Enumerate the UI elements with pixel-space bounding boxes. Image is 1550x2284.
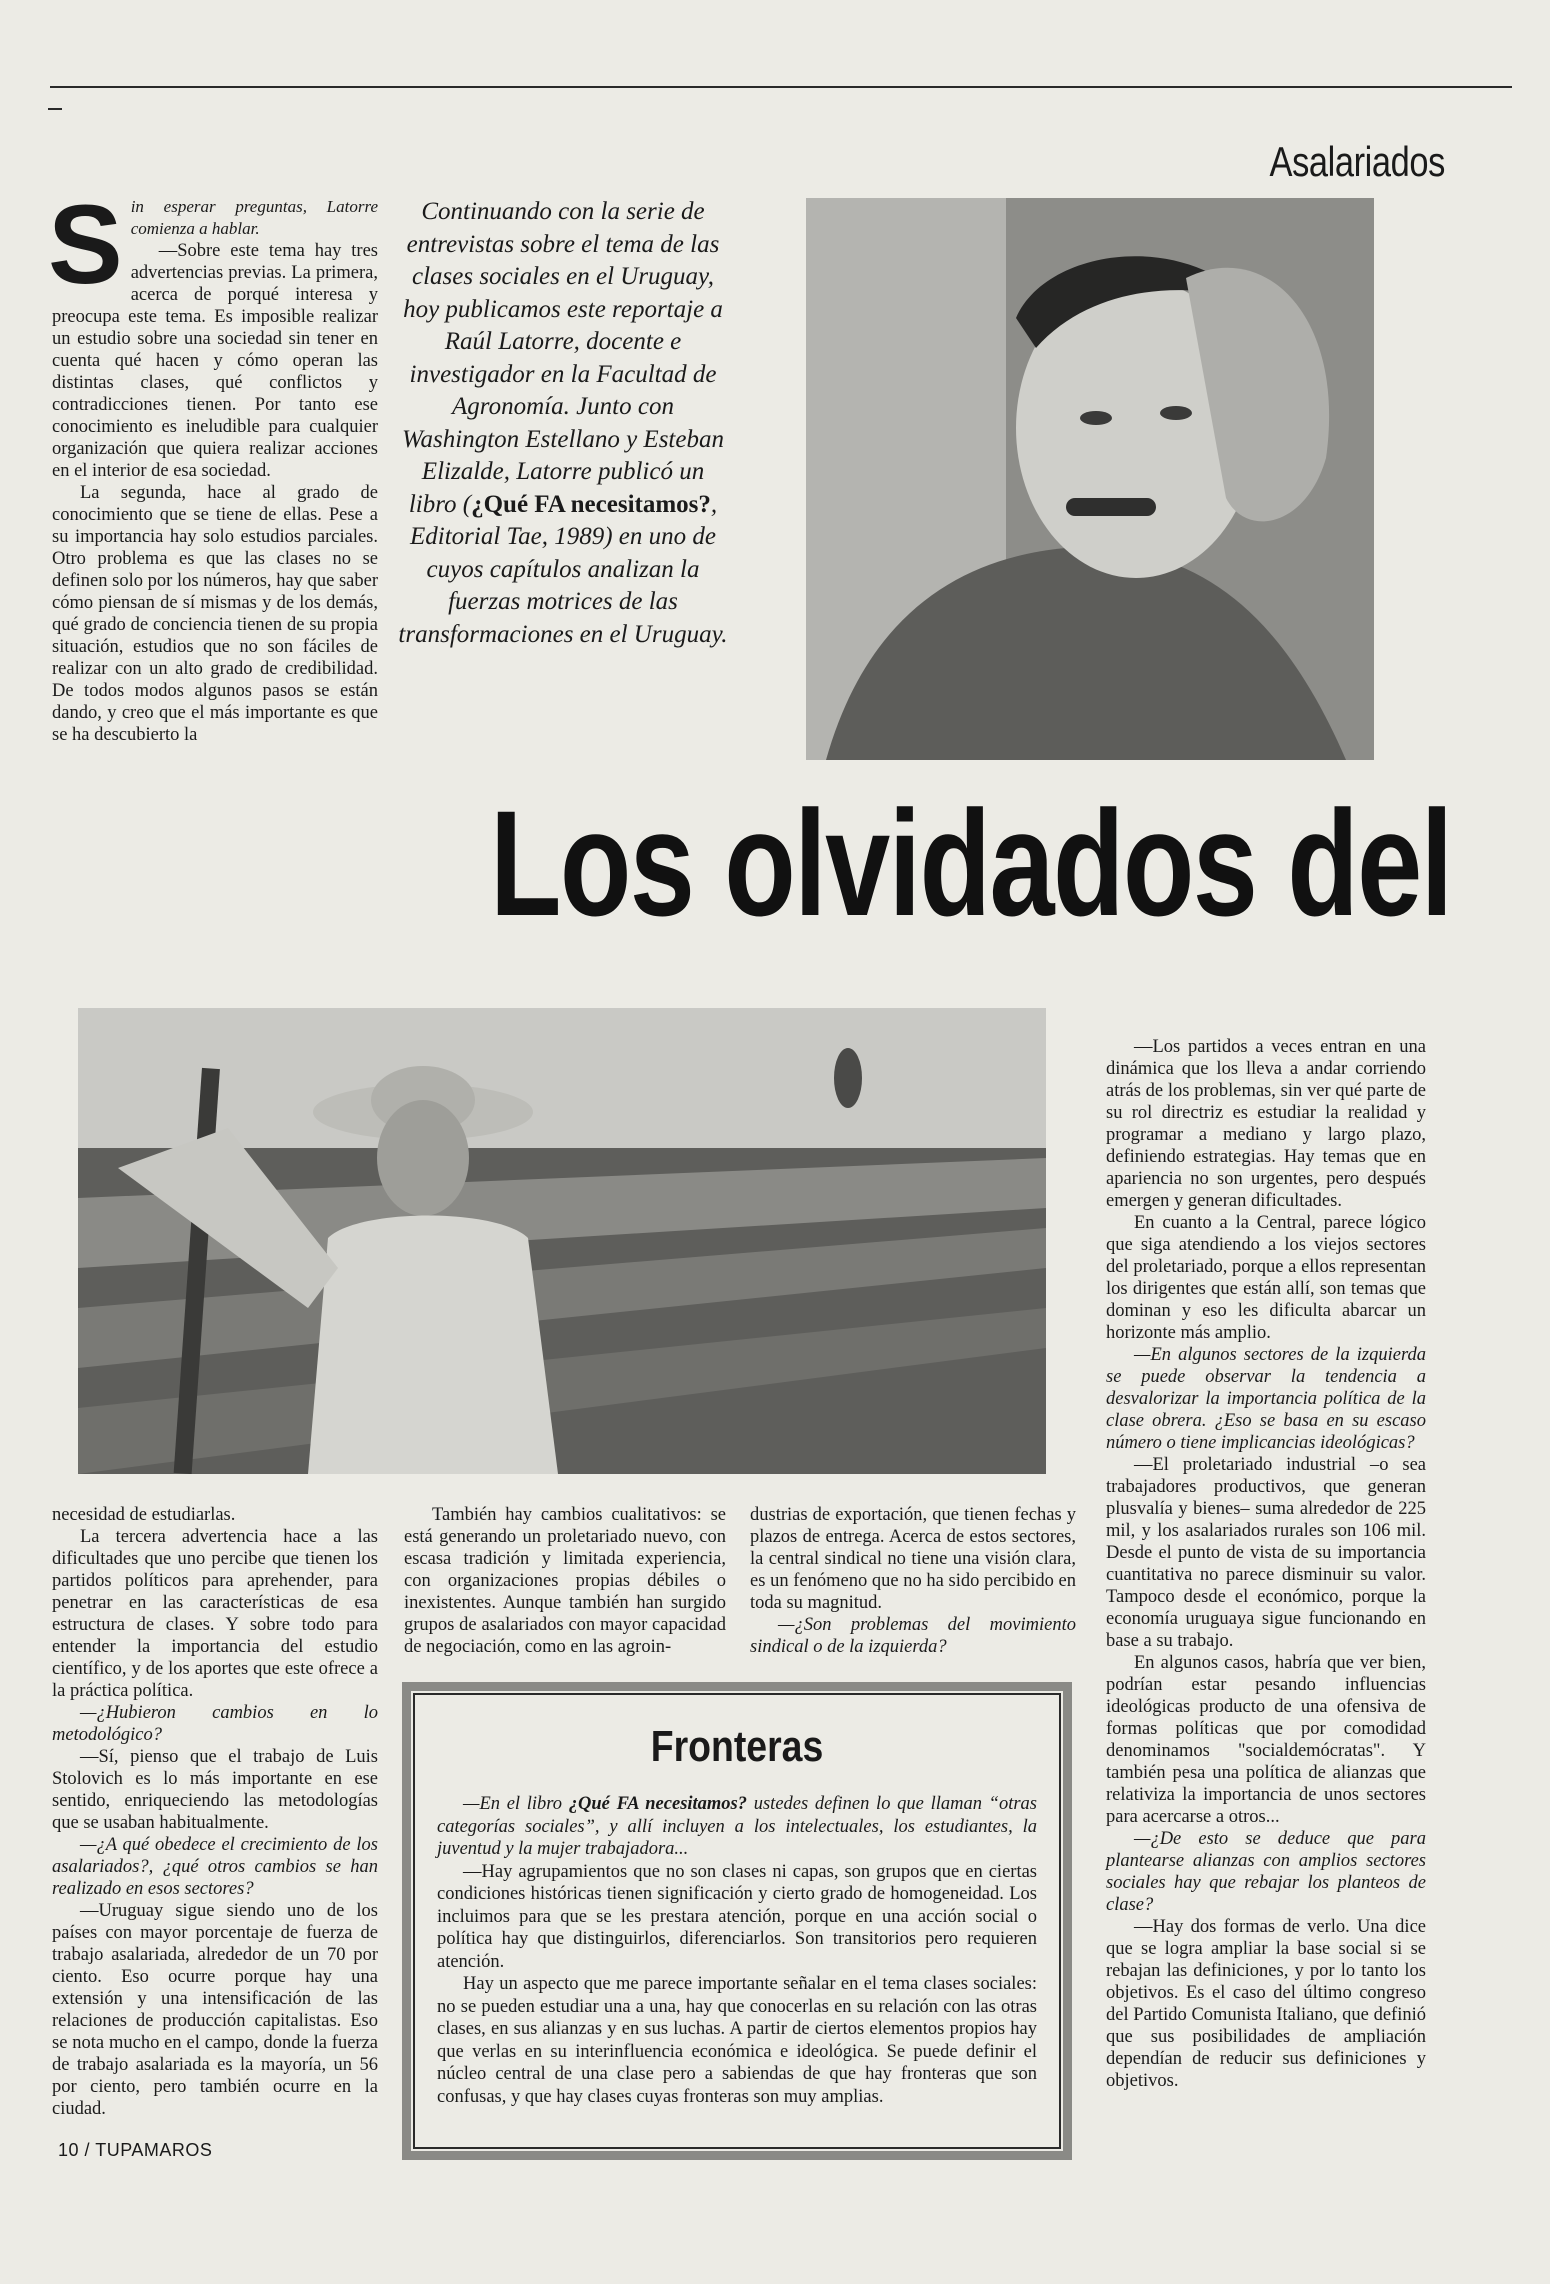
- column-4: [1106, 1036, 1426, 2092]
- paragraph: —Los partidos a veces entran en una dinámica que los lleva a andar corriendo atrás de los problemas, sin ver qué parte de su rol directriz es estudiar la realidad y programar a mediano y largo plazo, definiendo estrategias. Hay temas que en apariencia no son urgentes, pero después emergen y generan dificultades.: [1106, 1037, 1426, 1211]
- paragraph: En cuanto a la Central, parece lógico que siga atendiendo a los viejos sectores del proletariado, porque a ellos representan los dirigentes que están allí, son temas que dominan y eso les dificulta abarcar un horizonte más amplio.: [1106, 1213, 1426, 1343]
- paragraph: —Sí, pienso que el trabajo de Luis Stolovich es lo más importante en ese sentido, enriqueciendo las metodologías que se usaban habitualmente.: [52, 1747, 378, 1833]
- column-1-top: [48, 182, 378, 746]
- paragraph: En algunos casos, habría que ver bien, podrían estar pesando influencias ideológicas producto de una ofensiva de formas políticas que por comodidad denominamos "socialdemócratas". Y también pesa una política de alianzas que relativiza la importancia de unos sectores para acercarse a otros...: [1106, 1653, 1426, 1827]
- farm-worker-photo: [78, 1008, 1046, 1474]
- sidebar-question-end: ustedes definen lo que llaman “otras categorías sociales”, y allí incluyen a los intelectuales, los estudiantes, la juventud y la mujer trabajadora...: [437, 1794, 1038, 1859]
- column-3: [750, 1504, 1076, 1658]
- farm-photo-graphic: [78, 1008, 1046, 1474]
- paragraph: También hay cambios cualitativos: se está generando un proletariado nuevo, con escasa tradición y limitada experiencia, con organizaciones propias débiles o inexistentes. Aunque también han surgido grupos de asalariados con mayor capacidad de negociación, como en las agroin-: [404, 1505, 726, 1657]
- paragraph: —Hay dos formas de verlo. Una dice que se logra ampliar la base social si se rebajan las definiciones, y por lo tanto los objetivos. Es el caso del último congreso del Partido Comunista Italiano, que definió que sus posibilidades de ampliación dependían de reducir sus definiciones y objetivos.: [1106, 1917, 1426, 2091]
- sidebar-paragraph: —Hay agrupamientos que no son clases ni capas, son grupos que en ciertas condiciones históricas tienen significación y cierto grado de homogeneidad. Los incluimos para que se les prestara atención, porque en una acción social o política hay que distinguirlos, diferenciarlos. Son transitorios pero requieren atención.: [437, 1861, 1037, 1972]
- sidebar-text: [437, 1793, 1037, 2108]
- paragraph: —Sobre este tema hay tres advertencias previas. La primera, acerca de porqué interesa y preocupa este tema. Es imposible realizar un estudio sobre una sociedad sin tener en cuenta qué hacen y cómo operan las distintas clases, qué conflictos y contradicciones tienen. Por tanto ese conocimiento es ineludible para cualquier organización que quiera realizar acciones en el interior de esa sociedad.: [52, 241, 378, 481]
- sidebar-box: [402, 1682, 1072, 2160]
- sidebar-question: [437, 1793, 1037, 1861]
- question: —¿De esto se deduce que para plantearse alianzas con amplios sectores sociales hay que rebajar los planteos de clase?: [1106, 1829, 1426, 1915]
- sidebar-paragraph: Hay un aspecto que me parece importante señalar en el tema clases sociales: no se pueden estudiar una a una, hay que conocerlas en su relación con las otras clases, en sus alianzas y en sus luchas. A partir de ciertos elementos propios hay que verlas en su interinfluencia económica e ideológica. Se puede definir el núcleo central de una clase pero a sabiendas de que hay fronteras que son confusas, y que hay clases cuyas fronteras son muy amplias.: [437, 1974, 1037, 2107]
- paragraph: La tercera advertencia hace a las dificultades que uno percibe que tienen los partidos políticos para aprehender, para penetrar en las características de esa estructura de clases. Y sobre todo para entender la importancia del estudio científico, y de los aportes que este ofrece a la práctica política.: [52, 1527, 378, 1701]
- paragraph: —Uruguay sigue siendo uno de los países con mayor porcentaje de fuerza de trabajo asalariada, alrededor de un 70 por ciento. Eso ocurre porque hay una extensión y una intensificación de las relaciones de producción capitalistas. Eso se nota mucho en el campo, donde la fuerza de trabajo asalariada es la mayoría, un 56 por ciento, pero también ocurre en la ciudad.: [52, 1901, 378, 2119]
- question: —¿Hubieron cambios en lo metodológico?: [52, 1703, 378, 1745]
- question: —¿A qué obedece el crecimiento de los asalariados?, ¿qué otros cambios se han realizado en esos sectores?: [52, 1835, 378, 1899]
- portrait-photo: [806, 198, 1374, 760]
- sidebar-book-title: ¿Qué FA necesitamos?: [568, 1794, 748, 1814]
- sidebar-question-start: —En el libro: [463, 1794, 569, 1814]
- paragraph: necesidad de estudiarlas.: [52, 1505, 236, 1525]
- headline: Los olvidados del: [490, 779, 1452, 947]
- drop-cap: S: [48, 182, 123, 307]
- paragraph: La segunda, hace al grado de conocimiento que se tiene de ellas. Pese a su importancia hay solo estudios parciales. Otro problema es que las clases no se definen solo por los números, hay que saber cómo piensan de sí mismas y de los demás, qué grado de conciencia tienen de su propia situación, estudios que no son fáciles de realizar con un alto grado de credibilidad. De todos modos algunos pasos se están dando, y creo que el más importante es que se ha descubierto la: [52, 483, 378, 745]
- sidebar-inner: [413, 1693, 1061, 2149]
- page-footer: 10 / TUPAMAROS: [58, 2140, 213, 2160]
- question: —En algunos sectores de la izquierda se puede observar la tendencia a desvalorizar la importancia política de la clase obrera. ¿Eso se basa en su escaso número o tiene implicancias ideológicas?: [1106, 1345, 1426, 1453]
- intro-deck: [398, 196, 728, 651]
- question: —¿Son problemas del movimiento sindical o de la izquierda?: [750, 1615, 1076, 1657]
- paragraph: —El proletariado industrial –o sea trabajadores productivos, que generan plusvalía y bienes– suma alrededor de 225 mil, y los asalariados rurales son 106 mil. Desde el punto de vista de su importancia cuantitativa no parece disminuir su valor. Tampoco desde el económico, porque la economía uruguaya sigue funcionando en base a su trabajo.: [1106, 1455, 1426, 1651]
- portrait-photo-graphic: [806, 198, 1374, 760]
- top-rule: [50, 86, 1512, 88]
- sidebar-title: Fronteras: [650, 1722, 824, 1771]
- column-1-bottom: [52, 1504, 378, 2120]
- lead-text: in esperar preguntas, Latorre comienza a hablar.: [130, 197, 378, 238]
- intro-text: Continuando con la serie de entrevistas sobre el tema de las clases sociales en el Uruguay, hoy publicamos este reportaje a Raúl Latorre, docente e investigador en la Facultad de Agronomía. Junto con Washington Estellano y Esteban Elizalde, Latorre publicó un libro (: [402, 198, 724, 518]
- small-rule: [48, 108, 62, 110]
- column-2: [404, 1504, 726, 1658]
- section-label: Asalariados: [1269, 138, 1445, 185]
- intro-text-end: , Editorial Tae, 1989) en uno de cuyos capítulos analizan la fuerzas motrices de las transformaciones en el Uruguay.: [398, 490, 728, 648]
- intro-book-title: ¿Qué FA necesitamos?: [471, 490, 711, 518]
- paragraph: dustrias de exportación, que tienen fechas y plazos de entrega. Acerca de estos sectores, la central sindical no tiene una visión clara, es un fenómeno que no ha sido percibido en toda su magnitud.: [750, 1505, 1076, 1613]
